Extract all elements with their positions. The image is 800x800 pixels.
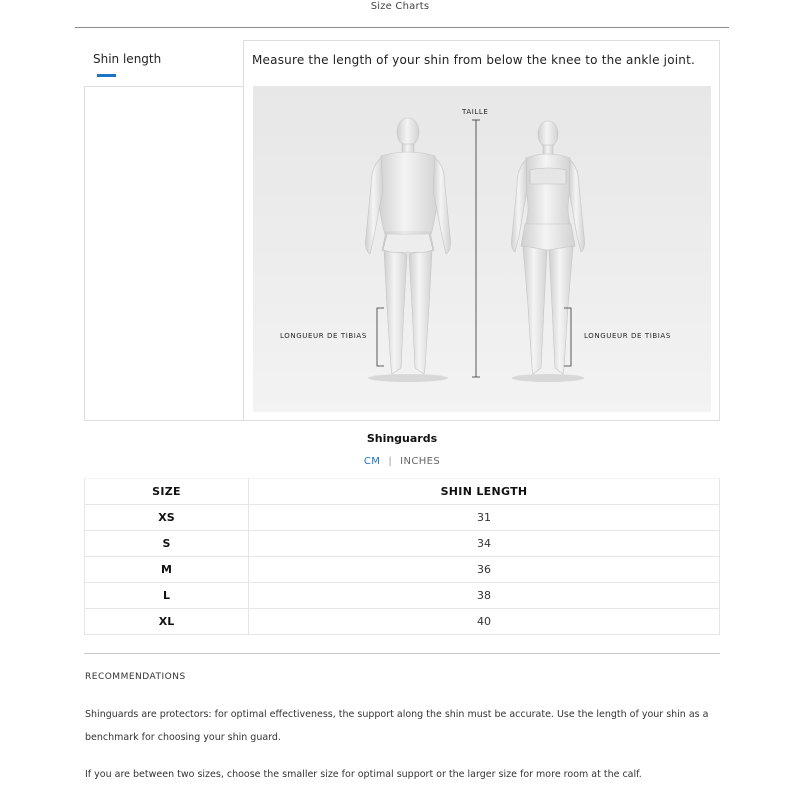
table-row (85, 583, 720, 609)
size-table (84, 478, 720, 635)
male-shadow (368, 374, 448, 382)
size-cell: XS (85, 505, 249, 531)
shin-label-right: LONGUEUR DE TIBIAS (584, 332, 671, 340)
table-row (85, 505, 720, 531)
male-shorts (383, 234, 433, 253)
shin-bracket-left (377, 308, 384, 366)
tab-shin-length[interactable] (84, 40, 244, 87)
table-row (85, 531, 720, 557)
active-tab-indicator (97, 74, 116, 77)
shin-length-cell: 34 (249, 531, 720, 557)
unit-cm-option[interactable]: CM (363, 456, 381, 467)
shin-length-cell: 38 (249, 583, 720, 609)
female-shadow (512, 374, 584, 382)
recommendation-paragraph: If you are between two sizes, choose the smaller size for optimal support or the larger size for more room at the calf. (85, 769, 642, 780)
measurement-figure (253, 86, 711, 412)
female-figure (511, 121, 584, 374)
size-cell: S (85, 531, 249, 557)
table-row (85, 609, 720, 635)
column-header-shin-length: SHIN LENGTH (249, 479, 720, 505)
sports-top (530, 168, 566, 184)
size-cell: M (85, 557, 249, 583)
measurement-instruction: Measure the length of your shin from below the knee to the ankle joint. (252, 53, 696, 67)
title-divider (75, 27, 729, 28)
unit-toggle (0, 456, 800, 467)
recommendations-heading: RECOMMENDATIONS (85, 672, 186, 682)
page-title: Size Charts (370, 1, 430, 12)
unit-separator: | (388, 456, 393, 467)
size-cell: L (85, 583, 249, 609)
recommendations-divider (84, 653, 720, 654)
tab-label: Shin length (93, 52, 162, 66)
shin-length-cell: 36 (249, 557, 720, 583)
shin-length-cell: 40 (249, 609, 720, 635)
table-row (85, 557, 720, 583)
unit-inches-option[interactable]: INCHES (400, 456, 441, 467)
height-label: TAILLE (462, 108, 489, 116)
table-header-row (85, 479, 720, 505)
shin-label-left: LONGUEUR DE TIBIAS (280, 332, 367, 340)
recommendation-paragraph: Shinguards are protectors: for optimal effectiveness, the support along the shin must be accurate. Use the length of your shin as a benchmark for choosing your shin guard. (85, 709, 709, 743)
shin-length-cell: 31 (249, 505, 720, 531)
tab-column-divider (243, 87, 244, 421)
body-figures-illustration (253, 86, 711, 412)
column-header-size: SIZE (85, 479, 249, 505)
product-title: Shinguards (366, 432, 438, 445)
size-cell: XL (85, 609, 249, 635)
